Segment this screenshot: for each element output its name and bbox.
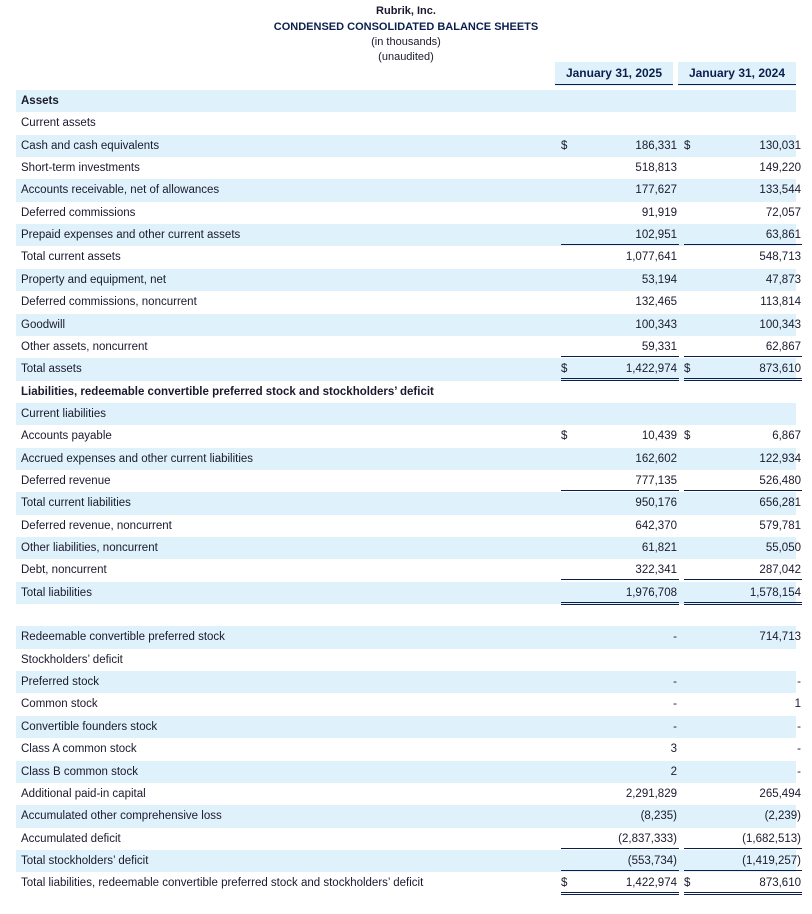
row-label: Accrued expenses and other current liabilities (21, 452, 254, 465)
value-2024: 149,220 (759, 162, 801, 175)
value-2025: 10,439 (641, 430, 677, 443)
total-underline (561, 848, 679, 849)
table-row (16, 202, 801, 224)
row-label: Class B common stock (21, 765, 138, 778)
value-2024: 873,610 (759, 363, 801, 376)
total-underline (684, 894, 802, 895)
row-label: Total liabilities, redeemable convertible preferred stock and stockholders’ deficit (21, 877, 424, 890)
table-row (16, 157, 801, 179)
table-row (16, 224, 801, 246)
value-2025: 950,176 (635, 497, 677, 510)
value-2024: 265,494 (759, 787, 801, 800)
row-label: Deferred commissions, noncurrent (21, 296, 197, 309)
table-row (16, 761, 801, 783)
row-label: Liabilities, redeemable convertible preferred stock and stockholders’ deficit (21, 385, 434, 398)
column-header-2024: January 31, 2024 (688, 66, 786, 80)
value-2024: 133,544 (759, 184, 801, 197)
row-label: Stockholders’ deficit (21, 653, 123, 666)
value-2024: 1 (794, 698, 801, 711)
table-row (16, 626, 801, 648)
row-label: Debt, noncurrent (21, 564, 107, 577)
value-2025: 2 (670, 765, 677, 778)
value-2024: 714,713 (759, 631, 801, 644)
column-header-rule-2025 (555, 84, 673, 85)
company-name: Rubrik, Inc. (376, 5, 436, 17)
value-2025: 61,821 (641, 542, 677, 554)
table-row (16, 604, 796, 626)
value-2025: 53,194 (641, 273, 677, 286)
table-row (16, 649, 796, 671)
total-underline (684, 490, 802, 491)
table-row (16, 515, 801, 537)
value-2025: 322,341 (635, 564, 677, 577)
value-2024: 548,713 (759, 251, 801, 264)
value-2025: 102,951 (635, 229, 677, 242)
table-row (16, 738, 801, 760)
value-2025: 59,331 (641, 340, 677, 353)
value-2025: (8,235) (640, 810, 677, 823)
audit-note: (unaudited) (378, 51, 434, 63)
row-label: Current liabilities (21, 407, 107, 420)
value-2025: 186,331 (635, 139, 677, 152)
total-underline (561, 378, 679, 379)
table-row (16, 90, 796, 112)
table-row (16, 559, 801, 581)
column-header-2025: January 31, 2025 (565, 66, 663, 80)
value-2024: (1,682,513) (742, 832, 801, 845)
value-2025: 132,465 (635, 296, 677, 309)
value-2025: (553,734) (627, 854, 677, 867)
value-2024: 100,343 (759, 318, 801, 331)
value-2024: 873,610 (759, 877, 801, 890)
row-label: Assets (21, 95, 59, 107)
value-2024: 55,050 (765, 542, 801, 554)
row-label: Common stock (21, 698, 98, 711)
row-label: Property and equipment, net (21, 273, 167, 286)
table-row (16, 582, 801, 604)
value-2024: 1,578,154 (749, 586, 801, 599)
total-underline (561, 490, 679, 491)
value-2025: 777,135 (635, 474, 677, 487)
value-2025: 642,370 (635, 519, 677, 532)
value-2025: - (673, 698, 677, 711)
row-label: Other liabilities, noncurrent (21, 542, 158, 554)
value-2024: 579,781 (759, 519, 801, 532)
value-2024: 130,031 (759, 139, 801, 152)
value-2025: - (673, 720, 677, 733)
currency-symbol: $ (684, 877, 691, 890)
statement-title: CONDENSED CONSOLIDATED BALANCE SHEETS (273, 21, 539, 33)
value-2024: 6,867 (772, 430, 801, 443)
row-label: Short-term investments (21, 162, 140, 175)
currency-symbol: $ (561, 430, 568, 443)
table-row (16, 112, 796, 134)
table-row (16, 492, 801, 514)
row-label: Redeemable convertible preferred stock (21, 631, 225, 644)
total-underline (561, 870, 679, 871)
units-note: (in thousands) (371, 36, 441, 48)
value-2025: (2,837,333) (618, 832, 677, 845)
value-2024: - (797, 765, 801, 778)
value-2025: 91,919 (641, 206, 677, 219)
total-underline (684, 848, 802, 849)
value-2024: 287,042 (759, 564, 801, 577)
table-row (16, 850, 801, 872)
value-2025: 177,627 (635, 184, 677, 197)
value-2024: 62,867 (765, 340, 801, 353)
table-row (16, 783, 801, 805)
total-underline (684, 579, 802, 580)
value-2024: - (797, 676, 801, 689)
total-underline (684, 870, 802, 871)
total-underline (561, 579, 679, 580)
value-2025: 1,422,974 (625, 877, 677, 890)
currency-symbol: $ (684, 363, 691, 376)
table-row (16, 291, 801, 313)
row-label: Deferred commissions (21, 206, 136, 219)
total-underline (561, 244, 679, 245)
row-label: Current assets (21, 117, 96, 130)
total-underline (684, 892, 802, 893)
table-row (16, 403, 796, 425)
value-2024: 122,934 (759, 452, 801, 465)
row-label: Total current liabilities (21, 497, 131, 510)
table-row (16, 336, 801, 358)
table-row (16, 179, 801, 201)
table-row (16, 246, 801, 268)
row-label: Deferred revenue (21, 474, 111, 487)
total-underline (684, 244, 802, 245)
value-2025: 100,343 (635, 318, 677, 331)
table-row (16, 269, 801, 291)
value-2025: - (673, 631, 677, 644)
table-row (16, 828, 801, 850)
table-row (16, 872, 801, 894)
table-row (16, 425, 801, 447)
value-2025: - (673, 676, 677, 689)
row-label: Accumulated other comprehensive loss (21, 810, 222, 823)
value-2024: (1,419,257) (742, 854, 801, 867)
currency-symbol: $ (561, 139, 568, 152)
row-label: Additional paid-in capital (21, 787, 146, 800)
table-row (16, 381, 796, 403)
row-label: Goodwill (21, 318, 66, 331)
currency-symbol: $ (561, 877, 568, 890)
row-label: Prepaid expenses and other current assets (21, 229, 241, 242)
row-label: Total stockholders’ deficit (21, 854, 149, 867)
row-label: Accumulated deficit (21, 832, 121, 845)
total-underline (684, 356, 802, 357)
table-row (16, 314, 801, 336)
table-row (16, 448, 801, 470)
value-2025: 518,813 (635, 162, 677, 175)
value-2025: 2,291,829 (625, 787, 677, 800)
value-2025: 1,077,641 (625, 251, 677, 264)
value-2024: 72,057 (765, 206, 801, 219)
row-label: Total assets (21, 363, 82, 376)
currency-symbol: $ (561, 363, 568, 376)
column-header-rule-2024 (678, 84, 796, 85)
value-2024: 526,480 (759, 474, 801, 487)
total-underline (561, 356, 679, 357)
table-row (16, 537, 801, 559)
value-2024: 47,873 (765, 273, 801, 286)
table-row (16, 805, 801, 827)
table-row (16, 716, 801, 738)
total-underline (561, 602, 679, 603)
table-row (16, 693, 801, 715)
row-label: Deferred revenue, noncurrent (21, 519, 172, 532)
row-label: Other assets, noncurrent (21, 340, 148, 353)
value-2024: (2,239) (764, 810, 801, 823)
value-2024: - (797, 743, 801, 756)
row-label: Class A common stock (21, 743, 137, 756)
total-underline (561, 892, 679, 893)
row-label: Preferred stock (21, 676, 99, 689)
table-row (16, 135, 801, 157)
table-row (16, 671, 801, 693)
value-2025: 1,976,708 (625, 586, 677, 599)
value-2025: 1,422,974 (625, 363, 677, 376)
total-underline (684, 602, 802, 603)
row-label: Accounts receivable, net of allowances (21, 184, 220, 197)
total-underline (561, 894, 679, 895)
value-2025: 3 (670, 743, 677, 756)
row-label: Accounts payable (21, 430, 112, 443)
currency-symbol: $ (684, 430, 691, 443)
value-2024: 63,861 (765, 229, 801, 242)
value-2024: 113,814 (760, 296, 801, 309)
table-row (16, 470, 801, 492)
value-2025: 162,602 (635, 452, 677, 465)
row-label: Total current assets (21, 251, 121, 264)
value-2024: 656,281 (759, 497, 801, 510)
row-label: Convertible founders stock (21, 720, 158, 733)
table-row (16, 358, 801, 380)
currency-symbol: $ (684, 139, 691, 152)
total-underline (684, 378, 802, 379)
row-label: Cash and cash equivalents (21, 139, 160, 152)
value-2024: - (797, 720, 801, 733)
row-label: Total liabilities (21, 586, 92, 599)
